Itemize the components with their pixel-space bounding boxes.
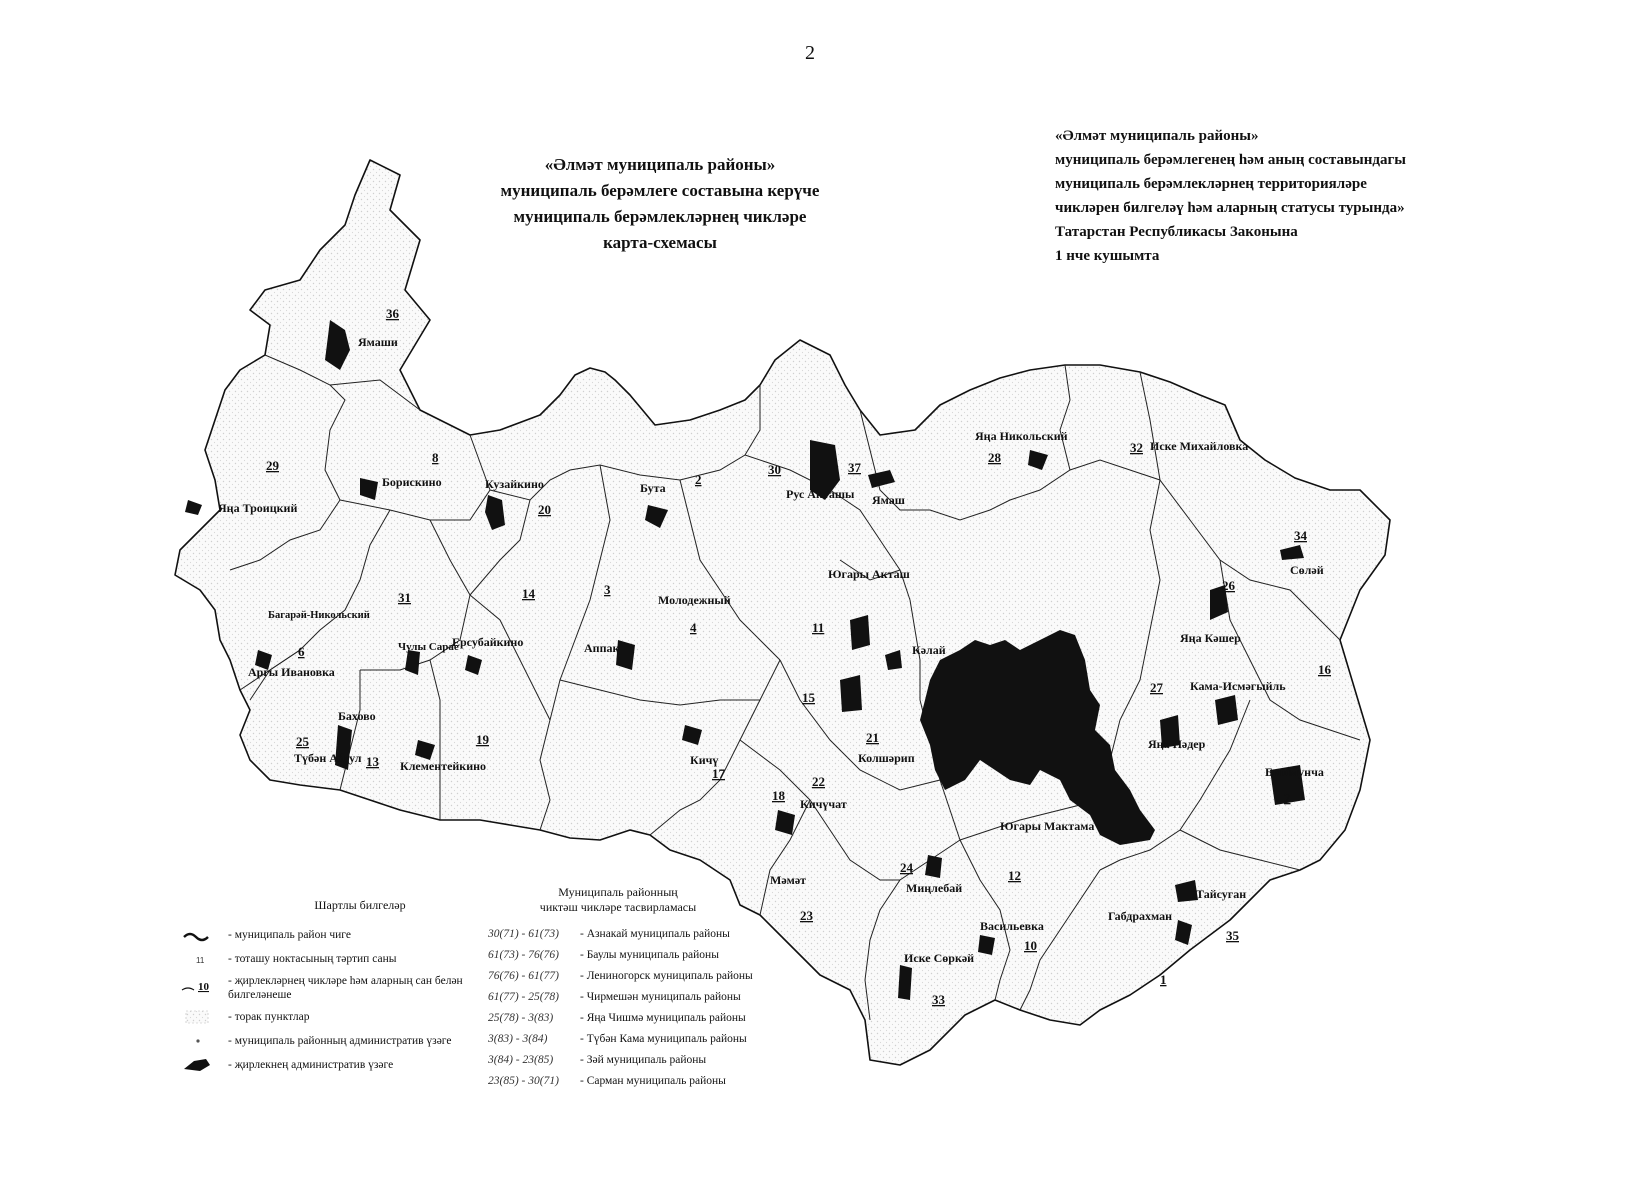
settlement-number: 7: [1284, 790, 1291, 805]
border-row: [488, 986, 788, 1007]
border-name: - Түбән Кама муниципаль районы: [580, 1032, 747, 1045]
settlement-number: 33: [932, 992, 945, 1007]
border-code: 3(84) - 23(85): [488, 1053, 554, 1066]
title-line: муниципаль берәмлеге составына керүче: [500, 181, 820, 200]
settlement-number: 21: [866, 730, 879, 745]
settlement-number: 34: [1294, 528, 1307, 543]
settlement-name: Югары Мактама: [1000, 819, 1095, 833]
settlement-name: Багарәй-Никольский: [268, 610, 370, 621]
settlement-name: Кичүчат: [800, 797, 847, 811]
svg-text:11: 11: [196, 956, 205, 965]
settlement-name: Рус Акташы: [786, 487, 855, 501]
border-code: 3(83) - 3(84): [488, 1032, 548, 1045]
border-row: [488, 1049, 788, 1070]
settlement-number: 6: [298, 644, 305, 659]
settlement-number: 27: [1150, 680, 1163, 695]
settlement-name: Кама-Исмәгыйль: [1190, 679, 1286, 693]
neighbor-borders-table: [488, 885, 788, 1091]
settlement-number: 12: [1008, 868, 1021, 883]
settlement-number: 15: [802, 690, 815, 705]
legend-title: Шартлы билгеләр: [314, 898, 406, 912]
settlement-number: 11: [812, 620, 825, 635]
settlement-name: Борискино: [382, 475, 442, 489]
legend-text: - җирлекләрнең чикләре һәм аларның сан белән билгеләнеше: [228, 975, 463, 1001]
settlement-name: Бишмунча: [1265, 765, 1324, 779]
settlement-name: Габдрахман: [1108, 909, 1173, 923]
settlement-name: Аппак: [584, 641, 620, 655]
settlement-number: 3: [604, 582, 611, 597]
settlement-number: 36: [386, 306, 399, 321]
map-legend: [180, 898, 500, 1077]
border-title-line: Муниципаль районның: [558, 885, 678, 899]
title-line: карта-схемасы: [603, 233, 717, 252]
district-border-icon: [180, 925, 228, 945]
settlement-name: Яңа Нәдер: [1148, 737, 1206, 751]
legend-text: - җирлекнең административ үзәге: [228, 1059, 394, 1071]
settlement-number: 19: [476, 732, 489, 747]
svg-text:10: 10: [198, 981, 209, 993]
settlement-number: 26: [1222, 578, 1235, 593]
legend-item: [180, 971, 500, 1005]
border-code: 61(77) - 25(78): [488, 990, 559, 1003]
settlement-number: 10: [1024, 938, 1037, 953]
settlement-number: 25: [296, 734, 309, 749]
border-code: 23(85) - 30(71): [488, 1074, 559, 1087]
settlement-name: Сөләй: [1290, 563, 1324, 577]
settlement-number: 4: [690, 620, 697, 635]
settlement-name: Аргы Ивановка: [248, 665, 335, 679]
annex-line: «Әлмәт муниципаль районы»: [1055, 128, 1259, 144]
settlement-name: Кичү: [690, 753, 719, 767]
border-row: [488, 1007, 788, 1028]
settlement-name: Мәмәт: [770, 873, 807, 887]
settlement-name: Ямаш: [872, 493, 905, 507]
page-number: 2: [805, 42, 815, 64]
settlement-number: 28: [988, 450, 1001, 465]
settlement-number: 37: [848, 460, 861, 475]
border-code: 61(73) - 76(76): [488, 948, 559, 961]
settlement-number: 8: [432, 450, 439, 465]
settlement-name: Чулы Сарае: [398, 641, 459, 653]
legend-text: - муниципаль районның административ үзәге: [228, 1035, 452, 1047]
settlement-border-icon: [180, 978, 228, 998]
settlement-number: 35: [1226, 928, 1239, 943]
legend-item: [180, 1029, 500, 1053]
legend-item: [180, 923, 500, 947]
border-name: - Яңа Чишмә муниципаль районы: [580, 1011, 746, 1024]
border-name: - Азнакай муниципаль районы: [580, 927, 730, 940]
border-table-title: [488, 885, 788, 915]
settlement-name: Яңа Троицкий: [218, 501, 298, 515]
legend-item: [180, 947, 500, 971]
settlement-number: 23: [800, 908, 813, 923]
border-name: - Чирмешән муниципаль районы: [580, 990, 741, 1003]
settlement-number: 24: [900, 860, 913, 875]
settlement-name: Түбән Абдул: [294, 751, 362, 765]
border-name: - Баулы муниципаль районы: [580, 948, 719, 961]
settlement-name: Бута: [640, 481, 666, 495]
border-name: - Зәй муниципаль районы: [580, 1053, 707, 1066]
legend-text: - тоташу ноктасының тәртип саны: [228, 953, 397, 965]
settlement-name: Бахово: [338, 709, 376, 723]
annex-line: Татарстан Республикасы Законына: [1055, 224, 1298, 240]
settlement-number: 22: [812, 774, 825, 789]
settlement-name: Клементейкино: [400, 759, 487, 773]
border-title-line: чиктәш чикләре тасвирламасы: [539, 900, 697, 914]
settlement-number: 31: [398, 590, 411, 605]
settlement-name: Молодежный: [658, 593, 731, 607]
settlement-name: Тайсуган: [1196, 887, 1247, 901]
settlement-number: 16: [1318, 662, 1331, 677]
settlement-number: 32: [1130, 440, 1143, 455]
legend-item: [180, 1053, 500, 1077]
settlement-name: Колшәрип: [858, 751, 915, 765]
settlement-center-icon: [180, 1055, 228, 1075]
settlement-name: Яңа Кәшер: [1180, 631, 1241, 645]
settlement-number: 2: [695, 472, 702, 487]
settlement-name: Кузайкино: [485, 477, 544, 491]
title-line: «Әлмәт муниципаль районы»: [544, 155, 776, 174]
legend-text: - муниципаль район чиге: [228, 929, 351, 941]
border-name: - Лениногорск муниципаль районы: [580, 969, 753, 982]
annex-line: чикләрен билгеләү һәм аларның статусы турында»: [1055, 200, 1405, 216]
settlement-name: Югары Акташ: [828, 567, 910, 581]
settlement-number: 20: [538, 502, 551, 517]
town-area-icon: [180, 1007, 228, 1027]
border-row: [488, 1070, 788, 1091]
border-code: 30(71) - 61(73): [488, 927, 559, 940]
settlement-name: Васильевка: [980, 919, 1044, 933]
settlement-number: 13: [366, 754, 379, 769]
border-code: 76(76) - 61(77): [488, 969, 559, 982]
legend-item: [180, 1005, 500, 1029]
settlement-number: 17: [712, 766, 725, 781]
title-line: муниципаль берәмлекләрнең чикләре: [513, 207, 807, 226]
settlement-name: Кәлай: [912, 643, 946, 657]
settlement-name: Иске Михайловка: [1150, 439, 1249, 453]
annex-line: 1 нче кушымта: [1055, 248, 1160, 264]
turn-point-icon: [180, 949, 228, 969]
border-row: [488, 965, 788, 986]
legend-text: - торак пунктлар: [228, 1011, 310, 1023]
annex-line: муниципаль берәмлекләрнең территорияләре: [1055, 176, 1367, 192]
settlement-number: 1: [1160, 972, 1167, 987]
settlement-name: Иске Сөркәй: [904, 951, 975, 965]
settlement-name: Ямаши: [358, 335, 398, 349]
settlement-number: 29: [266, 458, 279, 473]
district-center-icon: [180, 1031, 228, 1051]
border-code: 25(78) - 3(83): [488, 1011, 554, 1024]
border-row: [488, 923, 788, 944]
settlement-number: 14: [522, 586, 535, 601]
settlement-number: 18: [772, 788, 785, 803]
border-row: [488, 1028, 788, 1049]
border-row: [488, 944, 788, 965]
border-name: - Сарман муниципаль районы: [580, 1074, 726, 1087]
settlement-name: Ерсубайкино: [452, 635, 524, 649]
settlement-name: Миңлебай: [906, 881, 963, 895]
annex-line: муниципаль берәмлегенең һәм аның составындагы: [1055, 152, 1407, 168]
settlement-name: Яңа Никольский: [975, 429, 1068, 443]
settlement-number: 30: [768, 462, 781, 477]
